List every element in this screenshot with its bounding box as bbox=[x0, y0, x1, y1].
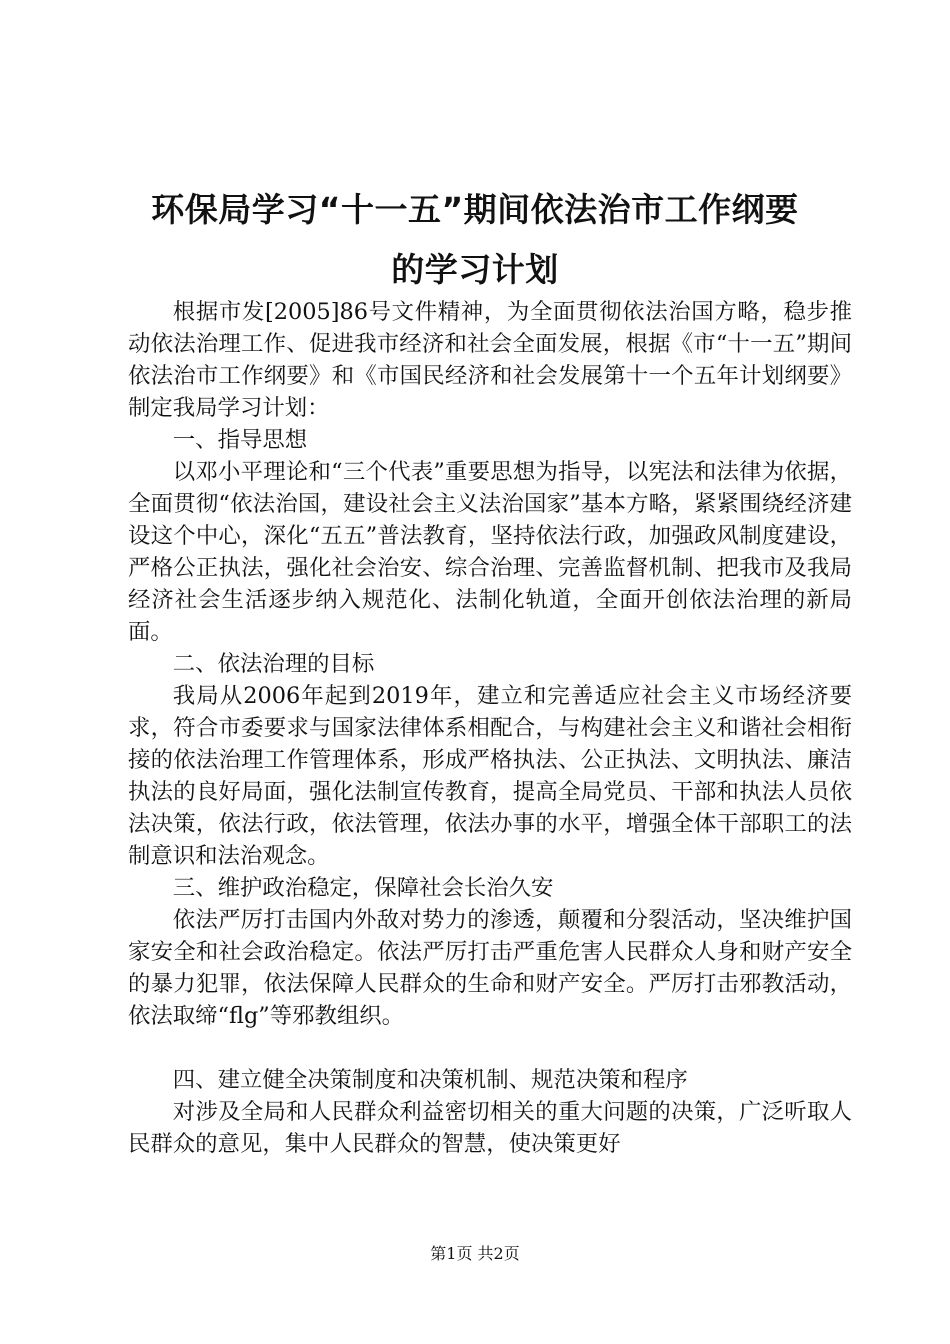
document-body bbox=[128, 296, 852, 1160]
section-heading-4: 四、建立健全决策制度和决策机制、规范决策和程序 bbox=[172, 1067, 688, 1093]
page-number-footer: 第1页 共2页 bbox=[430, 1244, 520, 1263]
document-title-line-1: 环保局学习“十一五”期间依法治市工作纲要 bbox=[151, 190, 799, 229]
section-paragraph-1: 以邓小平理论和“三个代表”重要思想为指导，以宪法和法律为依据，全面贯彻“依法治国，建设社会主义法治国家”基本方略，紧紧围绕经济建设这个中心，深化“五五”普法教育，坚持依法行政，加强政风制度建设，严格公正执法，强化社会治安、综合治理、完善监督机制、把我市及我局经济社会生活逐步纳入规范化、法制化轨道，全面开创依法治理的新局面。 bbox=[128, 459, 852, 645]
intro-paragraph: 根据市发[2005]86号文件精神，为全面贯彻依法治国方略，稳步推动依法治理工作、促进我市经济和社会全面发展，根据《市“十一五”期间依法治市工作纲要》和《市国民经济和社会发展第十一个五年计划纲要》制定我局学习计划： bbox=[128, 299, 852, 421]
paragraph-spacer bbox=[128, 1032, 852, 1064]
section-heading-1: 一、指导思想 bbox=[172, 427, 308, 453]
section-heading-3: 三、维护政治稳定，保障社会长治久安 bbox=[172, 875, 554, 901]
section-heading-2: 二、依法治理的目标 bbox=[172, 651, 375, 677]
document-title-line-2: 的学习计划 bbox=[391, 250, 559, 289]
section-paragraph-3: 依法严厉打击国内外敌对势力的渗透，颠覆和分裂活动，坚决维护国家安全和社会政治稳定。依法严厉打击严重危害人民群众人身和财产安全的暴力犯罪，依法保障人民群众的生命和财产安全。严厉打击邪教活动，依法取缔“flg”等邪教组织。 bbox=[128, 907, 852, 1029]
section-paragraph-4: 对涉及全局和人民群众利益密切相关的重大问题的决策，广泛听取人民群众的意见，集中人民群众的智慧，使决策更好 bbox=[128, 1099, 852, 1157]
section-paragraph-2: 我局从2006年起到2019年，建立和完善适应社会主义市场经济要求，符合市委要求与国家法律体系相配合，与构建社会主义和谐社会相衔接的依法治理工作管理体系，形成严格执法、公正执法、文明执法、廉洁执法的良好局面，强化法制宣传教育，提高全局党员、干部和执法人员依法决策，依法行政，依法管理，依法办事的水平，增强全体干部职工的法制意识和法治观念。 bbox=[128, 683, 852, 869]
